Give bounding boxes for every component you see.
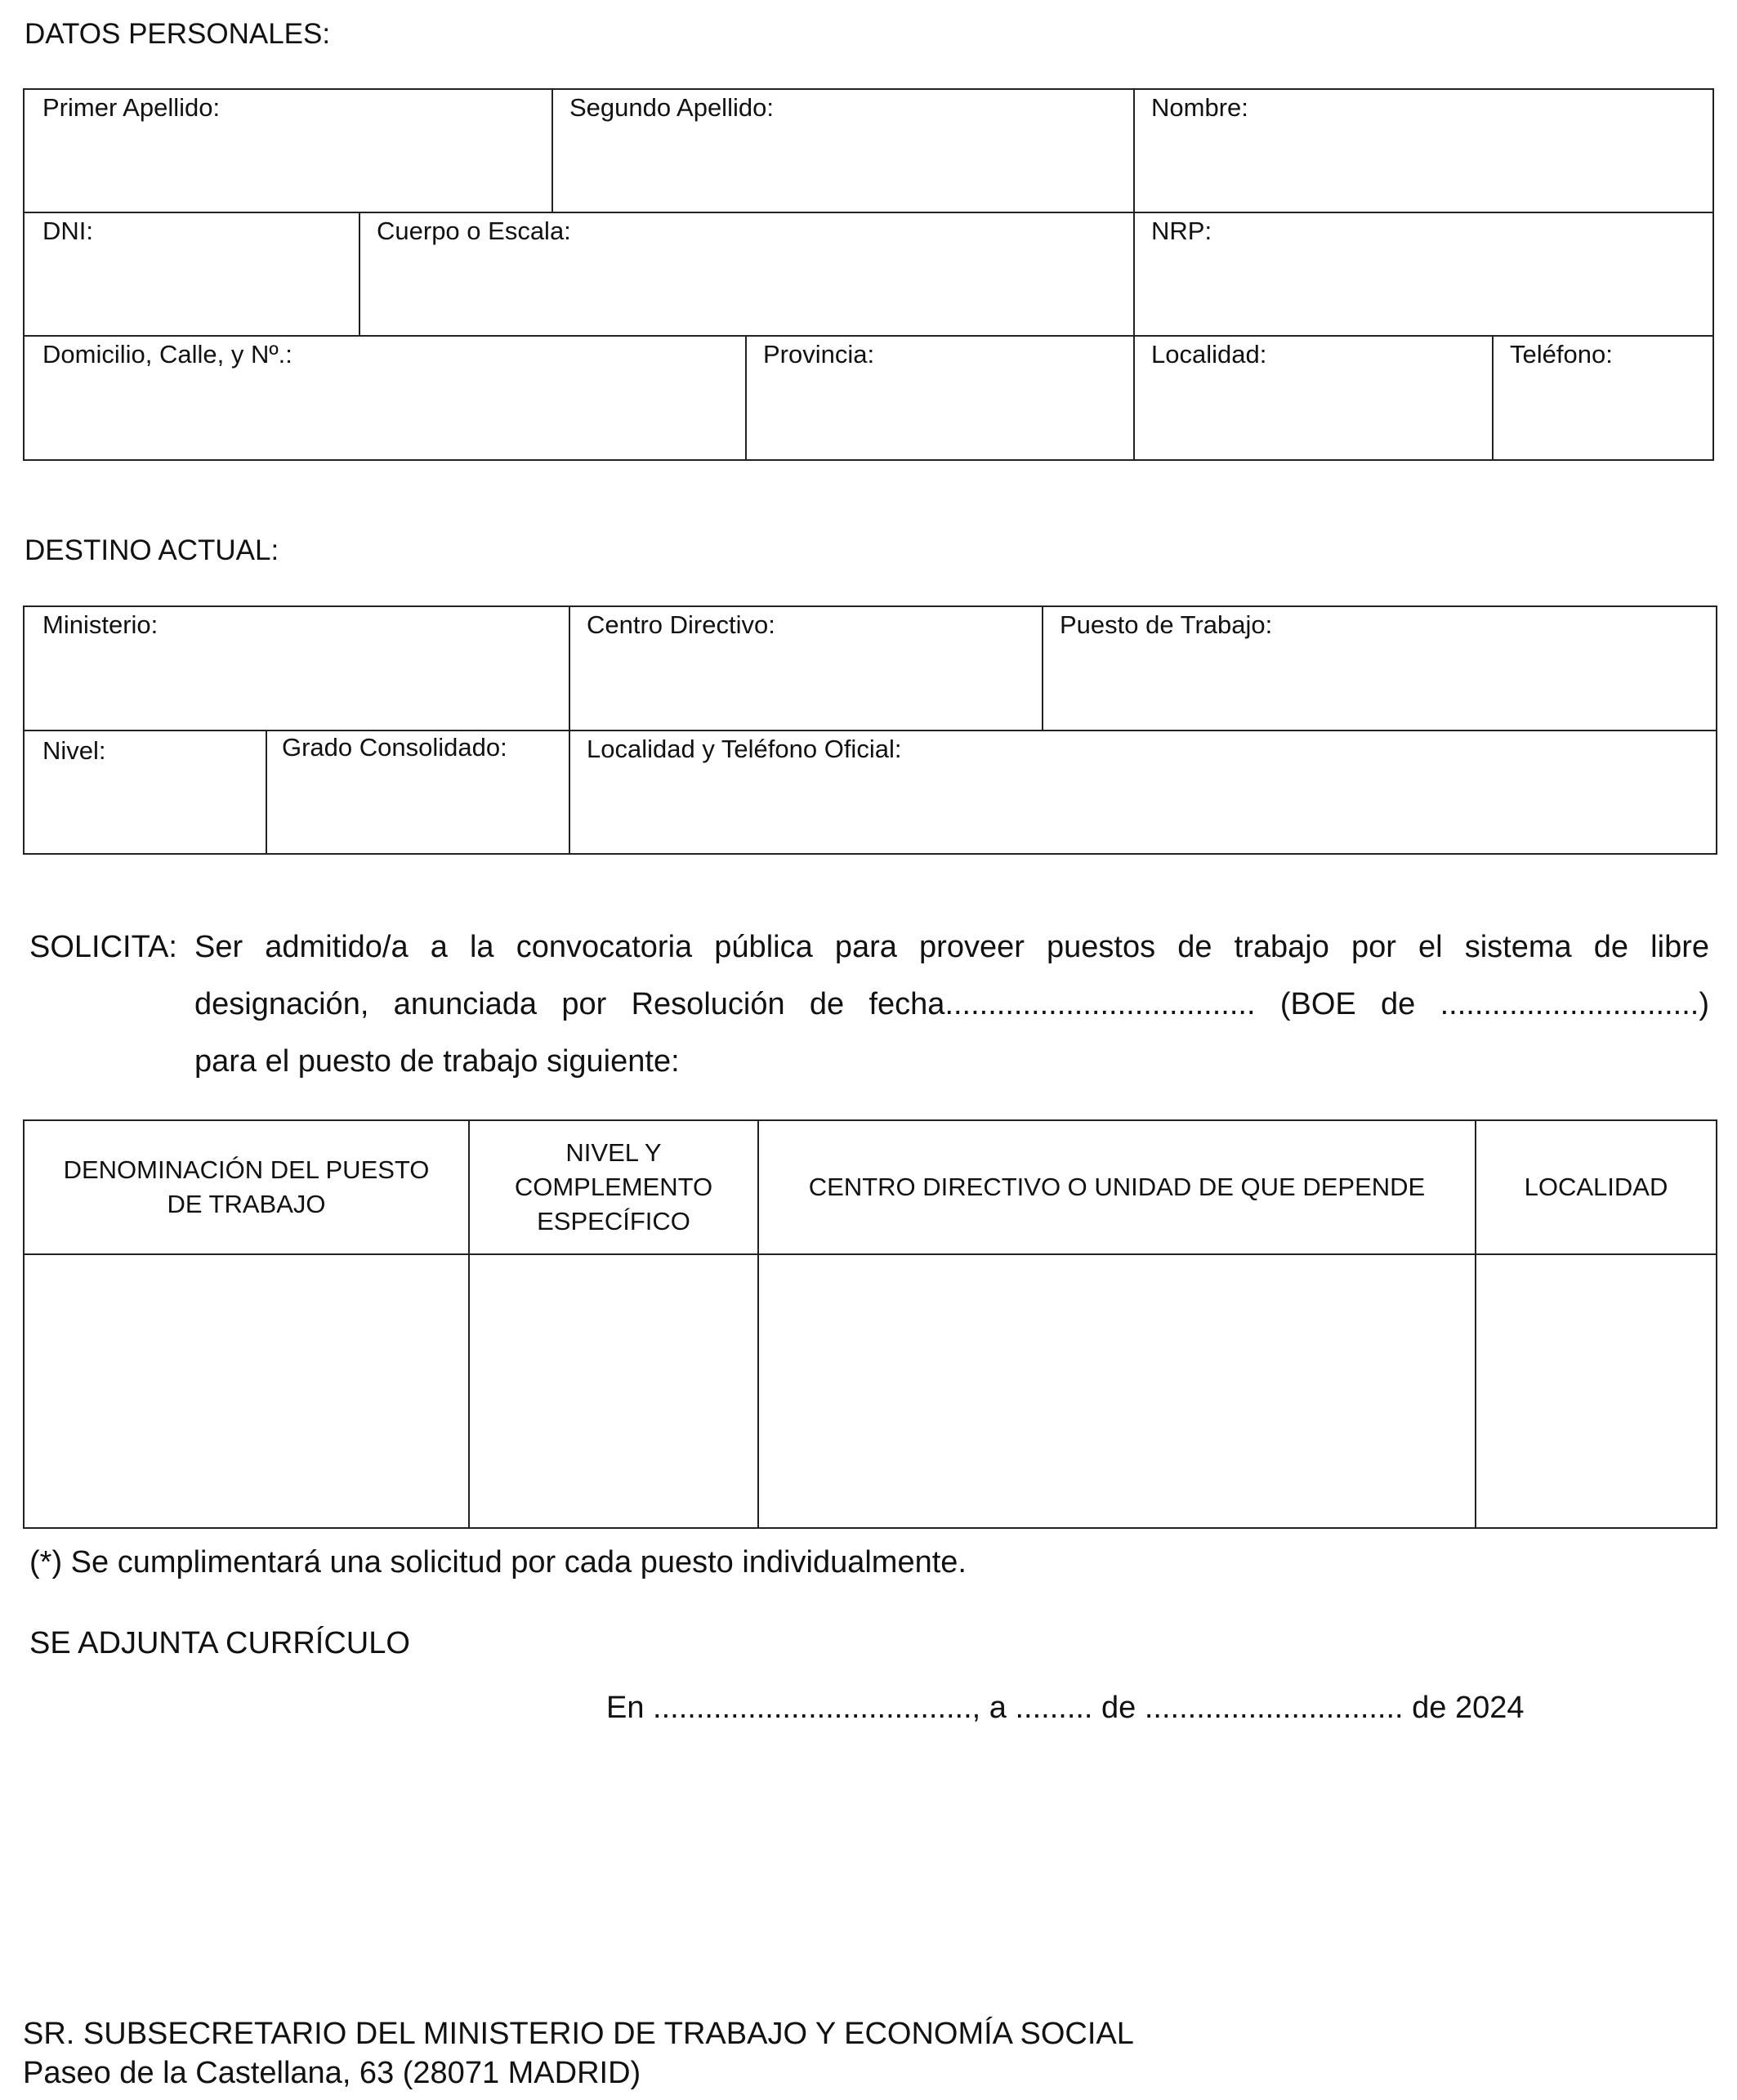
dni-label: DNI: [42,217,93,245]
localidad-telefono-field[interactable] [570,731,1716,853]
provincia-label: Provincia: [763,340,875,369]
telefono-label: Teléfono: [1510,340,1613,369]
destinatario-line-1: SR. SUBSECRETARIO DEL MINISTERIO DE TRABAJO Y ECONOMÍA SOCIAL [23,2017,1134,2051]
localidad-telefono-label: Localidad y Teléfono Oficial: [587,735,902,763]
destinatario-line-2: Paseo de la Castellana, 63 (28071 MADRID) [23,2056,641,2090]
adjunta-text: SE ADJUNTA CURRÍCULO [29,1626,410,1660]
solicita-label: SOLICITA: [29,930,177,964]
datos-personales-table [23,88,1714,461]
nombre-label: Nombre: [1151,93,1248,122]
header-nivel-line-3: ESPECÍFICO [537,1207,690,1235]
header-centro [759,1121,1475,1253]
nivel-field[interactable] [25,731,266,853]
header-nivel-line-1: NIVEL Y [565,1138,662,1167]
nivel-label: Nivel: [42,736,106,765]
destino-actual-title: DESTINO ACTUAL: [25,534,279,566]
fecha-line: En ....................................., a ......... de .............................. de 2024 [606,1691,1525,1725]
segundo-apellido-field[interactable] [553,90,1133,212]
header-denominacion-line-2: DE TRABAJO [167,1190,326,1218]
cell-nivel[interactable] [470,1255,757,1527]
localidad-field[interactable] [1135,337,1492,459]
domicilio-field[interactable] [25,337,745,459]
header-nivel [470,1121,757,1253]
ministerio-field[interactable] [25,607,569,730]
primer-apellido-field[interactable] [25,90,551,212]
puesto-table [23,1119,1717,1529]
cell-centro[interactable] [759,1255,1475,1527]
localidad-label: Localidad: [1151,340,1267,369]
cell-localidad[interactable] [1476,1255,1716,1527]
grado-consolidado-label: Grado Consolidado: [282,733,507,762]
header-nivel-line-2: COMPLEMENTO [514,1173,713,1201]
provincia-field[interactable] [747,337,1133,459]
nota-text: (*) Se cumplimentará una solicitud por cada puesto individualmente. [29,1545,967,1579]
header-denominacion [25,1121,468,1253]
cuerpo-escala-field[interactable] [360,213,1133,335]
cell-denominacion[interactable] [25,1255,468,1527]
destino-actual-table [23,605,1717,855]
solicita-line-2: designación, anunciada por Resolución de fecha.................................... (BOE de ..............................) [194,987,1709,1021]
cuerpo-escala-label: Cuerpo o Escala: [377,217,571,245]
solicita-line-1: Ser admitido/a a la convocatoria pública para proveer puestos de trabajo por el sistema de libre [194,930,1709,964]
puesto-trabajo-label: Puesto de Trabajo: [1060,610,1273,639]
header-localidad [1476,1121,1716,1253]
nrp-label: NRP: [1151,217,1212,245]
domicilio-label: Domicilio, Calle, y Nº.: [42,340,292,369]
dni-field[interactable] [25,213,359,335]
datos-personales-title: DATOS PERSONALES: [25,18,331,50]
ministerio-label: Ministerio: [42,610,159,639]
puesto-trabajo-field[interactable] [1043,607,1716,730]
segundo-apellido-label: Segundo Apellido: [569,93,774,122]
solicita-line-3: para el puesto de trabajo siguiente: [194,1044,680,1079]
primer-apellido-label: Primer Apellido: [42,93,221,122]
nombre-field[interactable] [1135,90,1712,212]
telefono-field[interactable] [1494,337,1712,459]
nrp-field[interactable] [1135,213,1712,335]
centro-directivo-label: Centro Directivo: [587,610,775,639]
header-localidad-text: LOCALIDAD [1524,1173,1668,1201]
header-denominacion-line-1: DENOMINACIÓN DEL PUESTO [63,1155,430,1184]
centro-directivo-field[interactable] [570,607,1042,730]
header-centro-text: CENTRO DIRECTIVO O UNIDAD DE QUE DEPENDE [808,1173,1426,1201]
grado-consolidado-field[interactable] [267,731,569,853]
